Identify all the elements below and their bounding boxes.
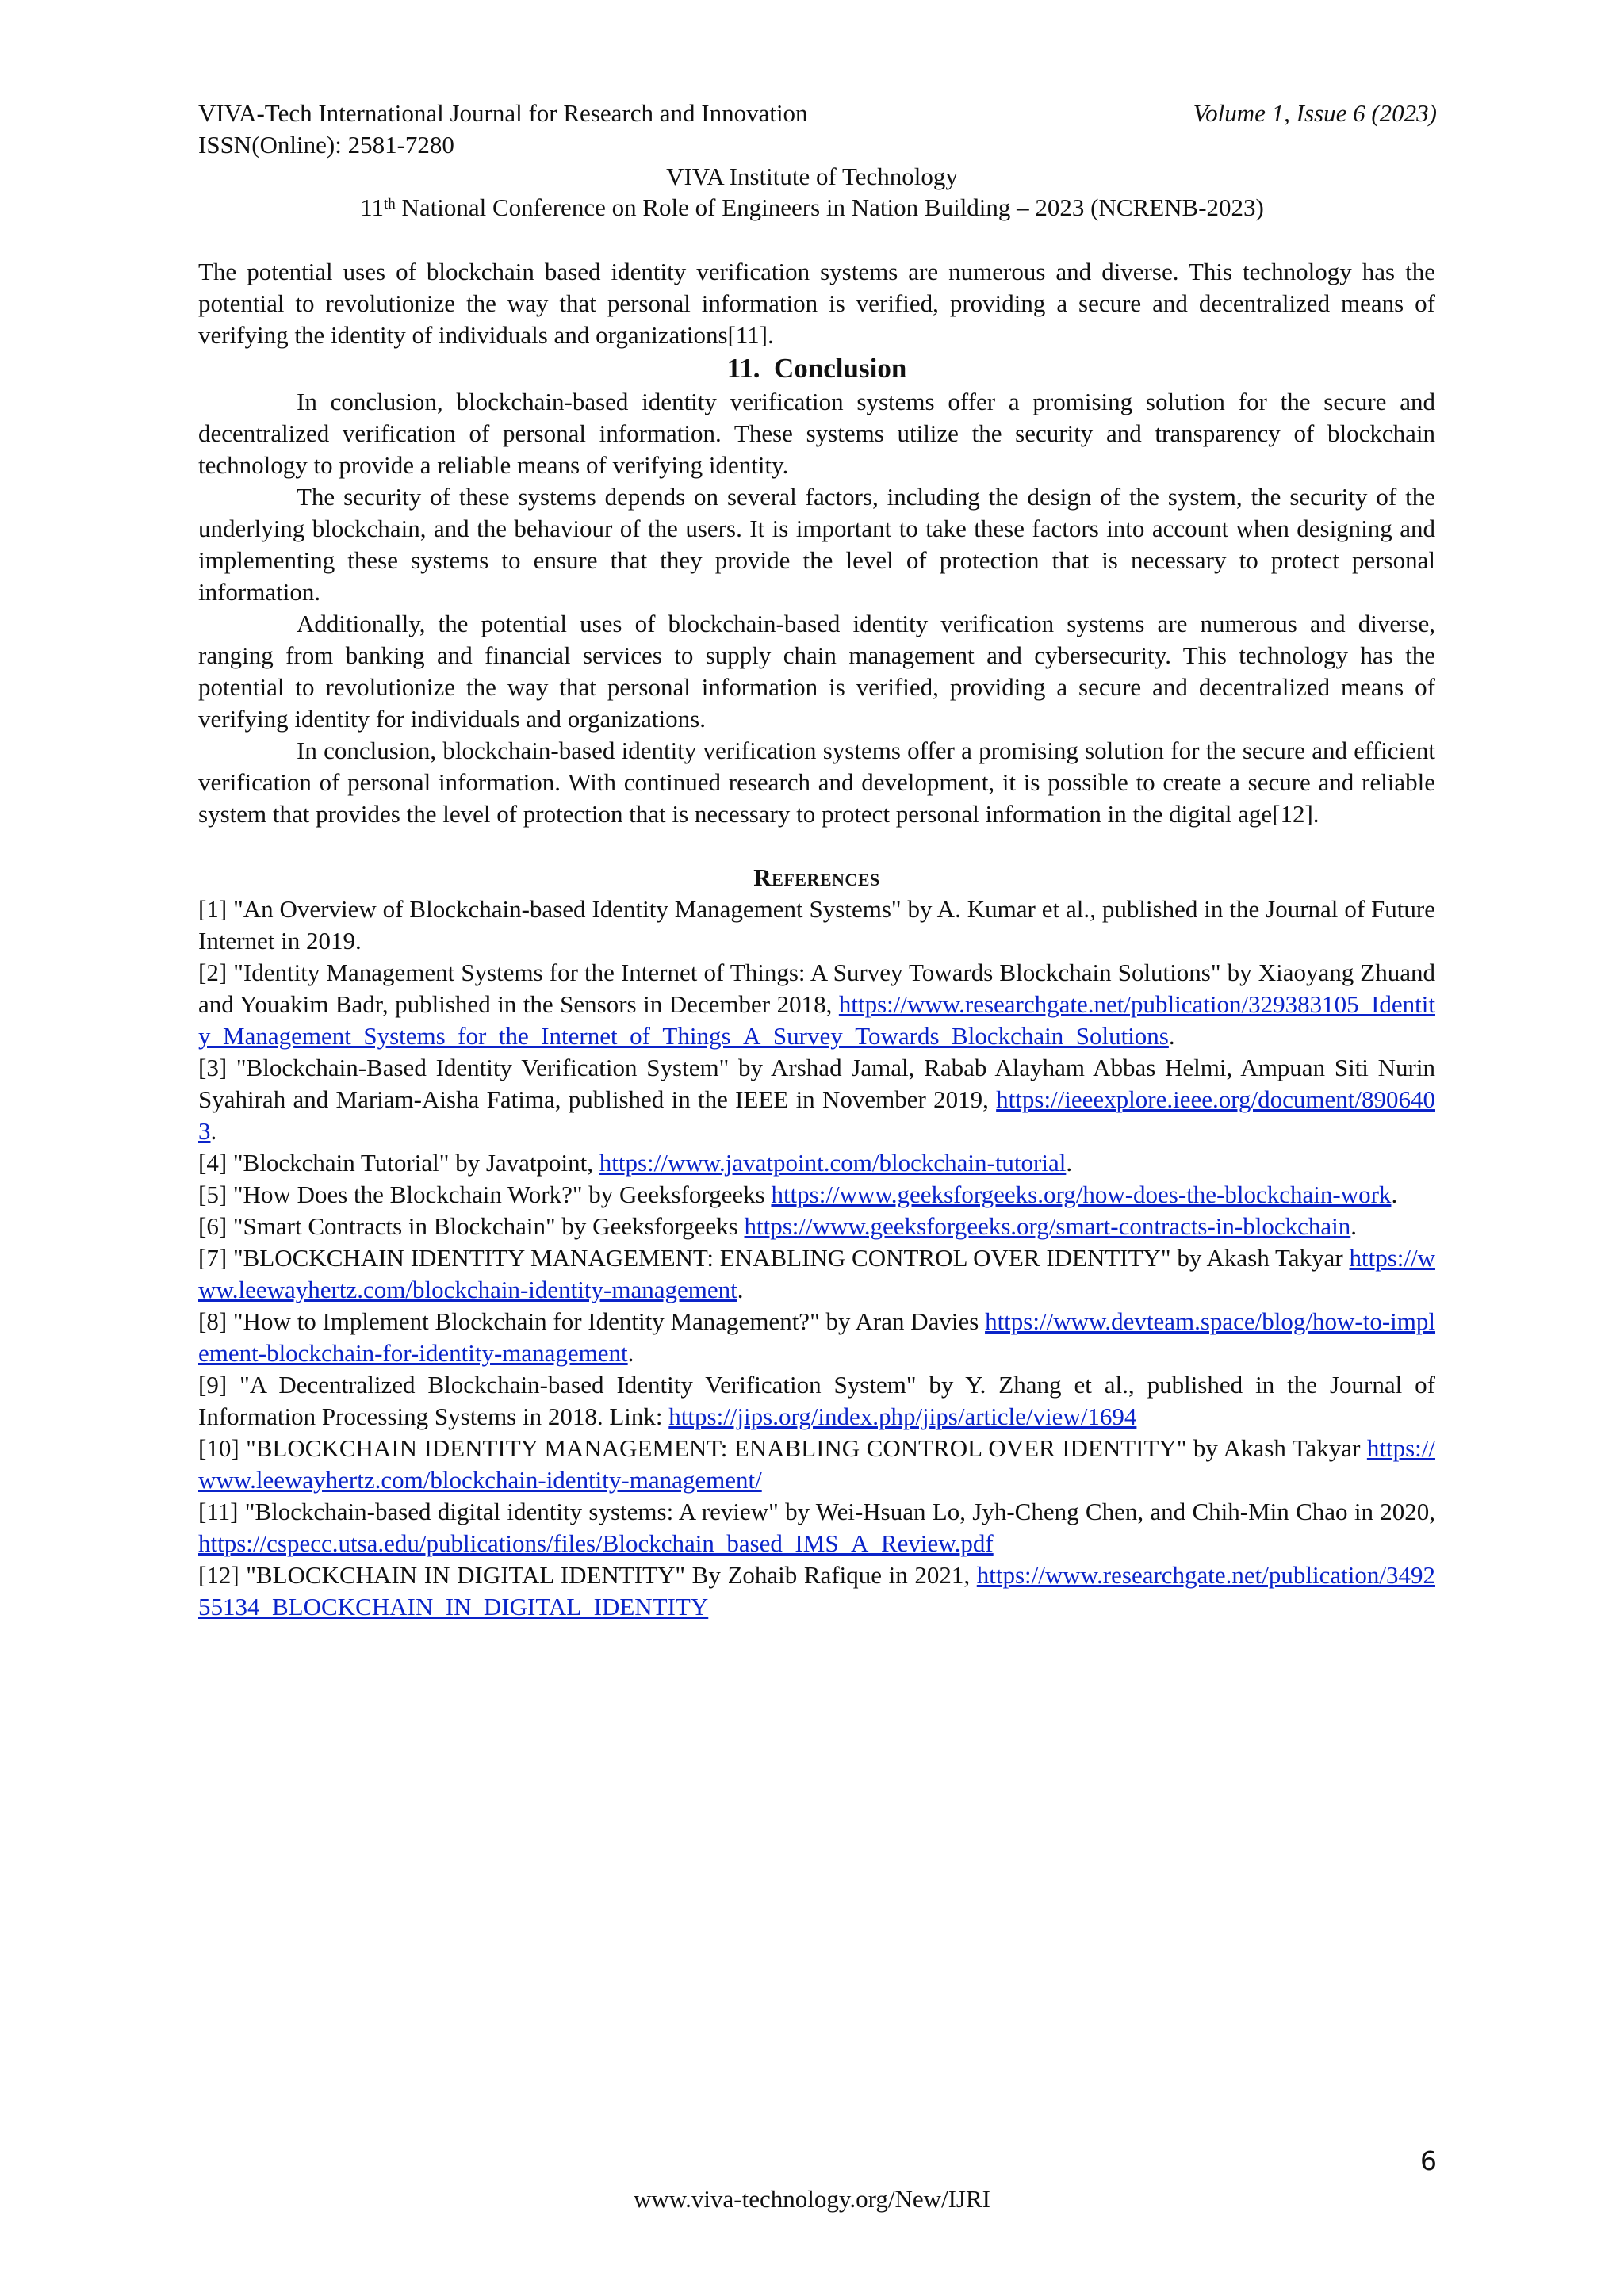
reference-link[interactable]: https://jips.org/index.php/jips/article/view/1694 (668, 1402, 1137, 1430)
reference-text: [4] "Blockchain Tutorial" by Javatpoint, (198, 1149, 599, 1177)
reference-text: [2] "Identity Management Systems for the Internet of Things: A Survey Towards Blockchain Solutions" by Xiaoyang Zhuand and Youakim Badr, published in the Sensors in December 2018, (198, 959, 1435, 1018)
reference-item (198, 1211, 1435, 1242)
conference-title (0, 192, 1624, 224)
reference-item (198, 1306, 1435, 1369)
reference-item (198, 1242, 1435, 1306)
reference-text: [6] "Smart Contracts in Blockchain" by Geeksforgeeks (198, 1212, 745, 1240)
reference-item (198, 1496, 1435, 1559)
reference-punct: . (1168, 1022, 1175, 1050)
reference-item (198, 1369, 1435, 1433)
reference-text: [8] "How to Implement Blockchain for Identity Management?" by Aran Davies (198, 1307, 986, 1335)
reference-item (198, 1052, 1435, 1147)
reference-text: [1] "An Overview of Blockchain-based Identity Management Systems" by A. Kumar et al., published in the Journal of Future Internet in 2019. (198, 895, 1435, 955)
section-title: Conclusion (774, 353, 907, 384)
conference-name: National Conference on Role of Engineers in Nation Building – 2023 (NCRENB-2023) (395, 193, 1264, 221)
reference-link[interactable]: https://cspecc.utsa.edu/publications/files/Blockchain_based_IMS_A_Review.pdf (198, 1529, 994, 1557)
reference-item (198, 1147, 1435, 1179)
page-content (198, 256, 1435, 1623)
references-heading: References (753, 863, 880, 891)
reference-link[interactable]: https://www.devteam.space/blog/how-to-implement-blockchain-for-identity-management (198, 1307, 1436, 1367)
reference-text: [12] "BLOCKCHAIN IN DIGITAL IDENTITY" By Zohaib Rafique in 2021, (198, 1561, 977, 1589)
section-number: 11. (726, 353, 760, 384)
reference-item (198, 1559, 1435, 1623)
reference-punct: . (1350, 1212, 1358, 1240)
reference-link[interactable]: https://www.researchgate.net/publication/349255134_BLOCKCHAIN_IN_DIGITAL_IDENTITY (198, 1561, 1435, 1621)
conclusion-paragraph: Additionally, the potential uses of blockchain-based identity verification systems are numerous and diverse, ranging from banking and financial services to supply chain management and cybersecurity. This technology has the potential to revolutionize the way that personal information is verified, providing a secure and decentralized means of verifying identity for individuals and organizations. (198, 610, 1435, 733)
issn: ISSN(Online): 2581-7280 (198, 131, 454, 159)
reference-punct: . (1066, 1149, 1073, 1177)
reference-link[interactable]: https://ieeexplore.ieee.org/document/8906403 (198, 1085, 1435, 1145)
reference-text: [7] "BLOCKCHAIN IDENTITY MANAGEMENT: ENABLING CONTROL OVER IDENTITY" by Akash Takyar (198, 1244, 1350, 1272)
reference-link[interactable]: https://www.geeksforgeeks.org/smart-contracts-in-blockchain (744, 1212, 1351, 1240)
reference-punct: . (737, 1276, 744, 1303)
reference-text: [9] "A Decentralized Blockchain-based Identity Verification System" by Y. Zhang et al., published in the Journal of Information Processing Systems in 2018. Link: (198, 1371, 1435, 1430)
page-number: 6 (1420, 2145, 1437, 2176)
conclusion-paragraph: In conclusion, blockchain-based identity verification systems offer a promising solution for the secure and decentralized verification of personal information. These systems utilize the security and transparency of blockchain technology to provide a reliable means of verifying identity. (198, 388, 1435, 479)
footer-website: www.viva-technology.org/New/IJRI (634, 2185, 990, 2213)
conclusion-paragraph: In conclusion, blockchain-based identity verification systems offer a promising solution for the secure and efficient verification of personal information. With continued research and development, it is possible to create a secure and reliable system that provides the level of protection that is necessary to protect personal information in the digital age[12]. (198, 737, 1435, 828)
reference-link[interactable]: https://www.leewayhertz.com/blockchain-identity-management (198, 1244, 1435, 1303)
institute-name: VIVA Institute of Technology (666, 163, 958, 190)
intro-paragraph: The potential uses of blockchain based identity verification systems are numerous and diverse. This technology has the potential to revolutionize the way that personal information is verified, providing a secure and decentralized means of verifying the identity of individuals and organizations[11]. (198, 258, 1435, 349)
reference-text: [5] "How Does the Blockchain Work?" by Geeksforgeeks (198, 1181, 772, 1208)
journal-title: VIVA-Tech International Journal for Research and Innovation (198, 99, 808, 127)
reference-link[interactable]: https://www.javatpoint.com/blockchain-tutorial (599, 1149, 1067, 1177)
reference-item (198, 1179, 1435, 1211)
reference-item (198, 1433, 1435, 1496)
conference-ordinal: 11 (360, 193, 384, 221)
conclusion-paragraph: The security of these systems depends on several factors, including the design of the system, the security of the underlying blockchain, and the behaviour of the users. It is important to take these factors into account when designing and implementing these systems to ensure that they provide the level of protection that is necessary to protect personal information. (198, 483, 1435, 606)
reference-list (198, 894, 1435, 1623)
reference-link[interactable]: https://www.leewayhertz.com/blockchain-identity-management/ (198, 1434, 1435, 1494)
reference-link[interactable]: https://www.geeksforgeeks.org/how-does-the-blockchain-work (771, 1181, 1392, 1208)
reference-item (198, 957, 1435, 1052)
reference-item (198, 894, 1435, 957)
conference-ordinal-suffix: th (383, 196, 396, 212)
reference-text: [11] "Blockchain-based digital identity systems: A review" by Wei-Hsuan Lo, Jyh-Cheng Chen, and Chih-Min Chao in 2020, (198, 1498, 1435, 1525)
reference-text: [3] "Blockchain-Based Identity Verification System" by Arshad Jamal, Rabab Alayham Abbas Helmi, Ampuan Siti Nurin Syahirah and Mariam-Aisha Fatima, published in the IEEE in November 2019, (198, 1054, 1435, 1113)
reference-punct: . (627, 1339, 634, 1367)
reference-text: [10] "BLOCKCHAIN IDENTITY MANAGEMENT: ENABLING CONTROL OVER IDENTITY" by Akash Takyar (198, 1434, 1367, 1462)
section-heading (198, 351, 1435, 386)
reference-link[interactable]: https://www.researchgate.net/publication/329383105_Identity_Management_Systems_for_the_Internet_of_Things_A_Survey_Towards_Blockchain_Solutions (198, 990, 1435, 1050)
volume-issue: Volume 1, Issue 6 (2023) (1193, 99, 1437, 127)
reference-punct: . (210, 1117, 217, 1145)
reference-punct: . (1391, 1181, 1398, 1208)
